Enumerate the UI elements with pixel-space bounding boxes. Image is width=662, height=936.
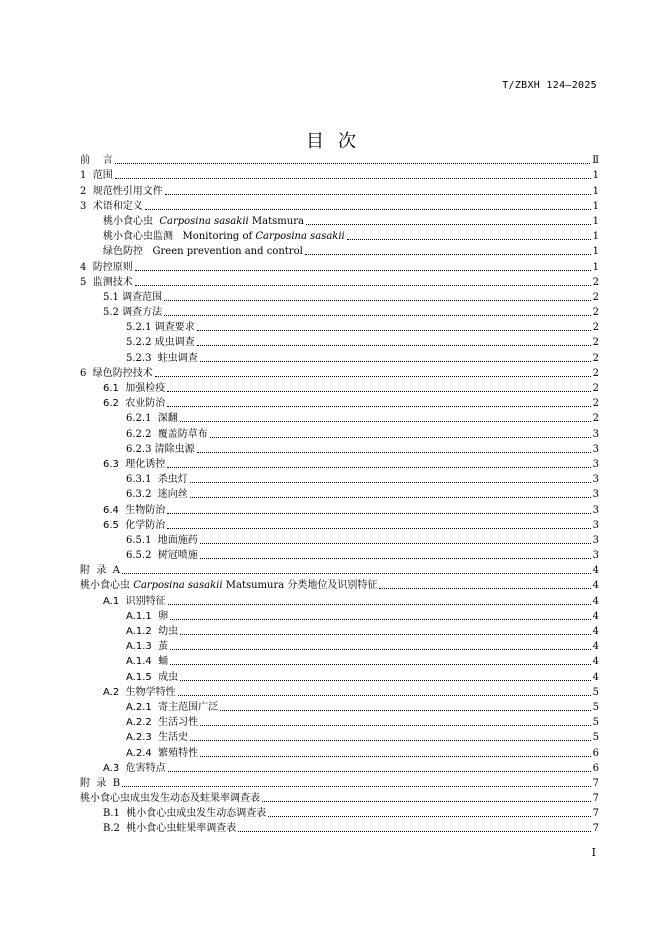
toc-entry-label-text: 6.5 化学防治: [103, 519, 166, 531]
toc-leader-dots: [115, 163, 590, 164]
toc-entry-label-text: 5.1 调查范围: [103, 291, 163, 303]
toc-entry-page: 7: [592, 808, 599, 820]
toc-entry-label: [80, 201, 143, 213]
toc-entry-page: 3: [592, 504, 599, 516]
toc-entry-page: 1: [592, 261, 599, 273]
toc-entry-page: 2: [592, 352, 599, 364]
toc-leader-dots: [167, 513, 590, 514]
toc-entry[interactable]: [80, 152, 599, 167]
toc-leader-dots: [164, 300, 591, 301]
toc-entry-label-after: Matsmura: [248, 215, 304, 227]
toc-entry[interactable]: [80, 213, 599, 228]
toc-leader-dots: [200, 361, 591, 362]
toc-entry[interactable]: [80, 760, 599, 775]
toc-entry-label: [126, 353, 198, 365]
toc-entry-page: 1: [592, 231, 599, 243]
toc-entry[interactable]: [80, 380, 599, 395]
toc-entry-page: 5: [592, 717, 599, 729]
toc-entry-label-text: 桃小食心虫监测 Monitoring of: [103, 231, 256, 243]
toc-leader-dots: [197, 345, 591, 346]
toc-entry-label-italic: Carposina sasakii: [255, 231, 345, 243]
toc-leader-dots: [197, 452, 591, 453]
toc-entry-page: 3: [592, 458, 599, 470]
toc-entry-label-text: 3 术语和定义: [80, 200, 143, 212]
toc-entry-page: 4: [592, 610, 599, 622]
toc-leader-dots: [200, 756, 591, 757]
toc-leader-dots: [122, 786, 591, 787]
toc-entry-page: 4: [592, 656, 599, 668]
toc-entry[interactable]: [80, 684, 599, 699]
toc-entry-page: 2: [592, 307, 599, 319]
toc-leader-dots: [122, 573, 591, 574]
toc-entry-label-text: 6.2.1 深翻: [126, 413, 178, 425]
toc-entry-label: [103, 505, 165, 517]
toc-entry-page: 2: [592, 291, 599, 303]
toc-entry-page: Ⅱ: [592, 155, 599, 167]
toc-entry-label-text: 6.4 生物防治: [103, 504, 166, 516]
toc-entry-label: [103, 246, 303, 258]
toc-leader-dots: [190, 740, 591, 741]
toc-entry-page: 2: [592, 322, 599, 334]
toc-entry-label: [103, 216, 304, 228]
toc-entry-page: 5: [592, 686, 599, 698]
toc-leader-dots: [165, 194, 591, 195]
toc-leader-dots: [145, 209, 591, 210]
toc-entry-page: 2: [592, 276, 599, 288]
toc-entry-label-text: 1 范围: [80, 170, 113, 182]
toc-entry-label: [80, 793, 260, 805]
toc-entry[interactable]: [80, 577, 599, 592]
toc-leader-dots: [155, 376, 591, 377]
toc-leader-dots: [200, 558, 591, 559]
toc-leader-dots: [238, 831, 590, 832]
toc-entry-page: 1: [592, 215, 599, 227]
toc-entry-page: 3: [592, 428, 599, 440]
toc-leader-dots: [170, 619, 591, 620]
toc-entry-label-text: 绿色防控 Green prevention and control: [103, 246, 303, 258]
toc-leader-dots: [135, 270, 591, 271]
toc-entry-page: 4: [592, 580, 599, 592]
toc-entry-page: 3: [592, 519, 599, 531]
toc-entry[interactable]: [80, 608, 599, 623]
toc-leader-dots: [305, 254, 591, 255]
toc-entry-label-text: 2 规范性引用文件: [80, 185, 163, 197]
toc-entry-label-text: 5.2.2 成虫调查: [126, 337, 195, 349]
toc-entry-label-text: A.2.1 寄主范围广泛: [126, 701, 219, 713]
toc-leader-dots: [347, 239, 591, 240]
toc-entry-label-text: 6.3 理化诱控: [103, 458, 166, 470]
toc-entry-label-text: 6.5.2 树冠喷施: [126, 550, 198, 562]
toc-entry-label-after: Matsumura 分类地位及识别特征: [222, 580, 378, 592]
toc-entry-label-text: 桃小食心虫: [80, 580, 134, 592]
toc-leader-dots: [220, 710, 591, 711]
toc-entry-label: [80, 155, 113, 167]
toc-entry-label: [126, 535, 198, 547]
toc-leader-dots: [200, 725, 591, 726]
toc-entry-label: [80, 262, 133, 274]
toc-entry-label-text: 5 监测技术: [80, 276, 133, 288]
toc-leader-dots: [180, 634, 591, 635]
toc-entry-label-text: A.1.5 成虫: [126, 671, 179, 683]
toc-entry-label-text: 附 录 A: [80, 565, 120, 577]
toc-entry-label: [126, 702, 218, 714]
toc-entry[interactable]: [80, 441, 599, 456]
toc-entry[interactable]: [80, 501, 599, 516]
toc-entry[interactable]: [80, 790, 599, 805]
toc-entry[interactable]: [80, 258, 599, 273]
toc-leader-dots: [135, 285, 591, 286]
toc-entry-label-text: 6 绿色防控技术: [80, 367, 153, 379]
toc-entry-page: 4: [592, 626, 599, 637]
toc-entry-label-text: 5.2 调查方法: [103, 307, 163, 319]
toc-entry-label: [80, 580, 377, 592]
toc-entry-label: [126, 413, 178, 425]
toc-entry-page: 1: [592, 246, 599, 258]
page-title: 目次: [306, 131, 370, 152]
toc-entry-label-text: B.2 桃小食心虫蛀果率调查表: [103, 823, 237, 835]
table-of-contents: [80, 152, 599, 835]
toc-leader-dots: [115, 178, 591, 179]
toc-leader-dots: [164, 315, 591, 316]
toc-entry[interactable]: [80, 456, 599, 471]
toc-entry-label: [126, 641, 168, 653]
toc-leader-dots: [167, 406, 590, 407]
toc-entry-label: [103, 520, 165, 532]
toc-entry[interactable]: [80, 198, 599, 213]
toc-leader-dots: [379, 588, 590, 589]
toc-entry-page: 4: [592, 671, 599, 683]
toc-entry-page: 3: [592, 550, 599, 562]
toc-entry-label: [103, 763, 166, 775]
toc-entry[interactable]: [80, 349, 599, 364]
toc-entry-label: [126, 611, 168, 623]
toc-leader-dots: [167, 528, 590, 529]
toc-entry[interactable]: [80, 638, 599, 653]
toc-entry-label: [126, 672, 178, 684]
toc-entry[interactable]: [80, 729, 599, 744]
toc-leader-dots: [170, 649, 591, 650]
toc-entry-page: 7: [592, 793, 599, 805]
toc-entry-label-text: 5.2.3 蛀虫调查: [126, 352, 198, 364]
toc-leader-dots: [190, 482, 591, 483]
toc-entry[interactable]: [80, 592, 599, 607]
toc-entry-label: [103, 292, 162, 304]
toc-entry-page: 3: [592, 443, 599, 455]
toc-entry-label: [126, 474, 188, 486]
toc-leader-dots: [178, 695, 591, 696]
toc-entry-label-text: 6.2.3 清除虫源: [126, 443, 195, 455]
toc-entry-label-text: 桃小食心虫: [103, 215, 160, 227]
toc-entry-label-text: 桃小食心虫成虫发生动态及蛀果率调查表: [80, 793, 260, 805]
toc-leader-dots: [167, 391, 590, 392]
toc-entry-label: [126, 732, 188, 744]
toc-entry-page: 2: [592, 398, 599, 410]
toc-entry-label: [126, 656, 168, 668]
toc-entry-label: [103, 383, 165, 395]
toc-entry-label: [103, 687, 176, 699]
toc-entry-label: [126, 550, 198, 562]
toc-entry-label: [103, 823, 236, 835]
toc-entry[interactable]: [80, 289, 599, 304]
toc-entry[interactable]: [80, 653, 599, 668]
toc-entry-page: 5: [592, 701, 599, 713]
toc-entry-page: 2: [592, 413, 599, 425]
toc-leader-dots: [197, 330, 591, 331]
toc-entry-label-text: A.1.2 幼虫: [126, 626, 179, 637]
toc-entry-label-text: 6.3.1 杀虫灯: [126, 474, 188, 486]
toc-entry[interactable]: [80, 182, 599, 197]
toc-entry-label: [80, 277, 133, 289]
toc-entry-label: [126, 444, 195, 456]
toc-entry-label-text: B.1 桃小食心虫成虫发生动态调查表: [103, 808, 267, 820]
toc-entry[interactable]: [80, 623, 599, 638]
toc-entry-label-text: 6.2 农业防治: [103, 398, 166, 410]
toc-entry[interactable]: [80, 714, 599, 729]
toc-entry-label: [103, 398, 165, 410]
toc-entry-label: [80, 186, 163, 198]
toc-entry-label: [103, 307, 162, 319]
toc-entry-label-text: 6.5.1 地面施药: [126, 534, 198, 546]
toc-entry-label-text: A.1.3 茧: [126, 641, 169, 653]
toc-entry-label: [80, 170, 113, 182]
document-code: T/ZBXH 124—2025: [502, 80, 597, 91]
toc-entry-label-text: A.2.4 繁殖特性: [126, 747, 199, 759]
toc-entry-label-text: A.3 危害特点: [103, 762, 166, 774]
toc-entry-label-text: 附 录 B: [80, 777, 121, 789]
toc-entry[interactable]: [80, 334, 599, 349]
toc-entry-label: [126, 337, 195, 349]
page-number: I: [591, 846, 596, 859]
toc-entry-page: 7: [592, 823, 599, 835]
toc-leader-dots: [268, 816, 590, 817]
toc-entry[interactable]: [80, 365, 599, 380]
toc-entry[interactable]: [80, 547, 599, 562]
toc-entry[interactable]: [80, 517, 599, 532]
toc-entry[interactable]: [80, 668, 599, 683]
toc-entry-label: [103, 459, 165, 471]
toc-entry-label-text: 4 防控原则: [80, 261, 133, 273]
toc-entry-label: [126, 717, 198, 729]
toc-leader-dots: [210, 437, 591, 438]
toc-entry[interactable]: [80, 243, 599, 258]
toc-entry-label-text: A.1 识别特征: [103, 595, 166, 607]
toc-leader-dots: [262, 801, 591, 802]
toc-entry-label-text: 前 言: [80, 155, 113, 167]
toc-entry-label-text: A.2 生物学特性: [103, 686, 176, 698]
toc-entry-page: 1: [592, 200, 599, 212]
toc-entry[interactable]: [80, 471, 599, 486]
toc-leader-dots: [170, 664, 591, 665]
toc-entry-label: [126, 322, 195, 334]
toc-entry[interactable]: [80, 425, 599, 440]
toc-entry[interactable]: [80, 699, 599, 714]
toc-entry[interactable]: [80, 562, 599, 577]
toc-entry-label: [126, 489, 188, 501]
toc-entry-page: 3: [592, 534, 599, 546]
toc-entry-page: 4: [592, 595, 599, 607]
toc-entry-label-text: 5.2.1 调查要求: [126, 322, 195, 334]
toc-entry-page: 4: [592, 641, 599, 653]
toc-entry[interactable]: [80, 228, 599, 243]
toc-entry[interactable]: [80, 410, 599, 425]
toc-entry-label-text: A.1.4 蛹: [126, 656, 169, 668]
toc-entry-label: [126, 748, 198, 760]
toc-entry-label-italic: Carposina sasakii: [159, 215, 249, 227]
toc-entry-page: 4: [592, 565, 599, 577]
toc-entry-page: 7: [592, 777, 599, 789]
toc-entry-page: 3: [592, 489, 599, 501]
toc-entry[interactable]: [80, 486, 599, 501]
toc-entry[interactable]: [80, 274, 599, 289]
toc-entry-label-text: A.2.2 生活习性: [126, 717, 199, 729]
toc-entry[interactable]: [80, 744, 599, 759]
toc-entry[interactable]: [80, 532, 599, 547]
toc-entry[interactable]: [80, 775, 599, 790]
toc-entry-label: [80, 778, 120, 790]
toc-entry-label-text: 6.1 加强检疫: [103, 383, 166, 394]
toc-entry-page: 5: [592, 732, 599, 744]
toc-entry-label-text: 6.3.2 迷向丝: [126, 489, 188, 501]
toc-entry-page: 1: [592, 185, 599, 197]
toc-entry-label-italic: Carposina sasakii: [133, 580, 223, 592]
toc-entry-page: 1: [592, 170, 599, 182]
toc-entry[interactable]: [80, 820, 599, 835]
toc-leader-dots: [306, 224, 591, 225]
toc-entry[interactable]: [80, 167, 599, 182]
toc-entry-label-text: A.2.3 生活史: [126, 732, 189, 744]
toc-entry-page: 6: [592, 747, 599, 759]
toc-entry-page: 2: [592, 337, 599, 349]
toc-entry-label: [126, 429, 208, 441]
toc-entry-page: 2: [592, 383, 599, 394]
toc-entry-page: 3: [592, 474, 599, 486]
toc-leader-dots: [190, 497, 591, 498]
toc-leader-dots: [168, 604, 591, 605]
toc-entry-label-text: 6.2.2 覆盖防草布: [126, 428, 208, 440]
toc-entry[interactable]: [80, 805, 599, 820]
toc-leader-dots: [180, 680, 591, 681]
toc-leader-dots: [180, 421, 591, 422]
toc-entry-label: [103, 808, 266, 820]
toc-entry[interactable]: [80, 319, 599, 334]
toc-leader-dots: [167, 467, 590, 468]
toc-entry-label: [126, 626, 178, 638]
toc-entry-label: [103, 231, 345, 243]
toc-entry-page: 2: [592, 367, 599, 379]
toc-entry-label: [103, 596, 166, 608]
toc-leader-dots: [200, 543, 591, 544]
toc-entry-label-text: A.1.1 卵: [126, 610, 169, 622]
toc-leader-dots: [168, 771, 591, 772]
toc-entry-page: 6: [592, 762, 599, 774]
toc-entry-label: [80, 565, 120, 577]
toc-entry-label: [80, 368, 153, 380]
toc-entry[interactable]: [80, 395, 599, 410]
toc-entry[interactable]: [80, 304, 599, 319]
